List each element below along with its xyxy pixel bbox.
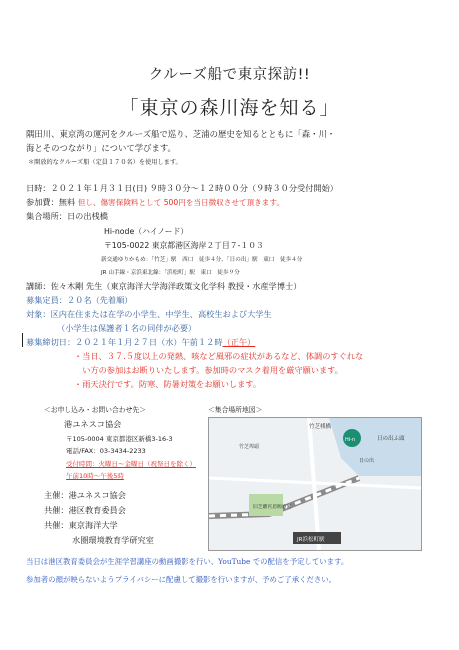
map-label-station: JR浜松町駅 xyxy=(297,537,325,543)
note-line1: ・当日、３７.５度以上の発熱、咳など風邪の症状があるなど、体調のすぐれな xyxy=(74,351,364,361)
gather-label: 集合場所： xyxy=(26,211,67,221)
date-row xyxy=(26,183,338,194)
target-label: 対象： xyxy=(26,309,51,319)
flyer-title-line1: クルーズ船で東京探訪!! xyxy=(148,67,311,83)
date-label: 日時： xyxy=(26,183,51,193)
capacity-label: 募集定員： xyxy=(26,295,67,305)
date-value: ２０２１年１月３１日(日) ９時３０分～１２時００分（９時３０分受付開始） xyxy=(50,183,338,193)
fee-row xyxy=(26,197,284,208)
target-value: 区内在住または在学の小学生、中学生、高校生および大学生 xyxy=(50,309,272,319)
note-line2: い方の参加はお断りいたします。参加時のマスク着用を厳守願います。 xyxy=(74,365,343,375)
target-sub: （小学生は保護者１名の同伴が必要） xyxy=(57,323,197,333)
deadline-label: 募集締切日： xyxy=(26,337,76,347)
map-meeting-point-label: Hi-n xyxy=(345,437,356,443)
capacity-value: ２０名（先着順） xyxy=(66,295,133,305)
fee-value: 無料 xyxy=(58,197,76,207)
access-line2: JR 山手線・京浜東北線：「浜松町」駅 東口 徒歩９分 xyxy=(101,270,240,276)
sponsor-line2: 共催：港区教育委員会 xyxy=(44,505,126,515)
flyer-title-line2: 「東京の森川海を知る」 xyxy=(119,97,340,119)
intro-note: ＊開放的なクルーズ船（定員１７０名）を使用します。 xyxy=(28,159,182,166)
text-cursor xyxy=(22,333,23,347)
footer-line2: 参加者の顔が映らないようプライバシーに配慮して撮影を行いますが、予めご了承ください。 xyxy=(26,575,337,584)
org-name: 港ユネスコ協会 xyxy=(64,419,122,429)
gather-row xyxy=(26,211,108,222)
gather-value: 日の出桟橋 xyxy=(66,211,108,221)
map-label-minato: 竹芝埠頭 xyxy=(239,444,260,450)
map-label-hinode: 日の出ふ頭 xyxy=(377,436,405,442)
sponsor-line3: 共催：東京海洋大学 xyxy=(44,520,118,530)
map-label-goal: 日の出 xyxy=(359,458,375,464)
org-hours: 受付時間：火曜日～金曜日（祝祭日を除く） xyxy=(66,460,196,468)
lecturer-value: 佐々木剛 先生（東京海洋大学海洋政策文化学科 教授・水産学博士） xyxy=(50,281,302,291)
deadline-value: ２０２１年１月２７日（水）午前１２時 xyxy=(75,337,223,347)
fee-label: 参加費： xyxy=(26,197,59,207)
footer-line1: 当日は港区教育委員会が生涯学習講座の動画撮影を行い、YouTube での配信を予定しています。 xyxy=(26,557,349,566)
lecturer-label: 講師： xyxy=(26,281,51,291)
target-row xyxy=(26,309,272,320)
contact-header: ＜お申し込み・お問い合わせ先＞ xyxy=(44,406,146,414)
sponsor-line4: 水圏環境教育学研究室 xyxy=(72,535,154,545)
venue-name: Hi-node（ハイノード） xyxy=(104,227,189,236)
access-map-graphic xyxy=(209,418,421,550)
deadline-box: （正午） xyxy=(222,337,256,347)
org-address: 〒105-0004 東京都港区新橋3-16-3 xyxy=(66,435,173,443)
lecturer-row xyxy=(26,281,301,292)
venue-address: 〒105-0022 東京都港区海岸２丁目７-１０３ xyxy=(104,241,264,250)
access-map xyxy=(208,417,422,551)
sponsor-line1: 主催：港ユネスコ協会 xyxy=(44,490,126,500)
deadline-row xyxy=(26,337,255,348)
map-label-garden: 旧芝離宮恩賜庭園 xyxy=(253,505,292,510)
intro-line2: 海とそのつながり」について学びます。 xyxy=(26,143,176,153)
org-tel: 電話/FAX：03-3434-2233 xyxy=(66,447,146,455)
fee-note: 但し、傷害保険料として 500円を当日徴収させて頂きます。 xyxy=(77,198,284,207)
intro-line1: 隅田川、東京湾の運河をクルーズ船で巡り、芝浦の歴史を知るとともに「森・川・ xyxy=(26,129,336,139)
note-line3: ・雨天決行です。防寒、防暑対策をお願いします。 xyxy=(74,379,262,389)
org-hours2: 午前10時～午後5時 xyxy=(66,472,124,480)
access-line1: 新交通ゆりかもめ：「竹芝」駅 西口 徒歩４分、「日の出」駅 東口 徒歩４分 xyxy=(101,257,303,263)
map-label-takeshiba: 竹芝桟橋 xyxy=(309,424,332,430)
capacity-row xyxy=(26,295,132,306)
map-header: ＜集合場所地図＞ xyxy=(208,406,263,414)
